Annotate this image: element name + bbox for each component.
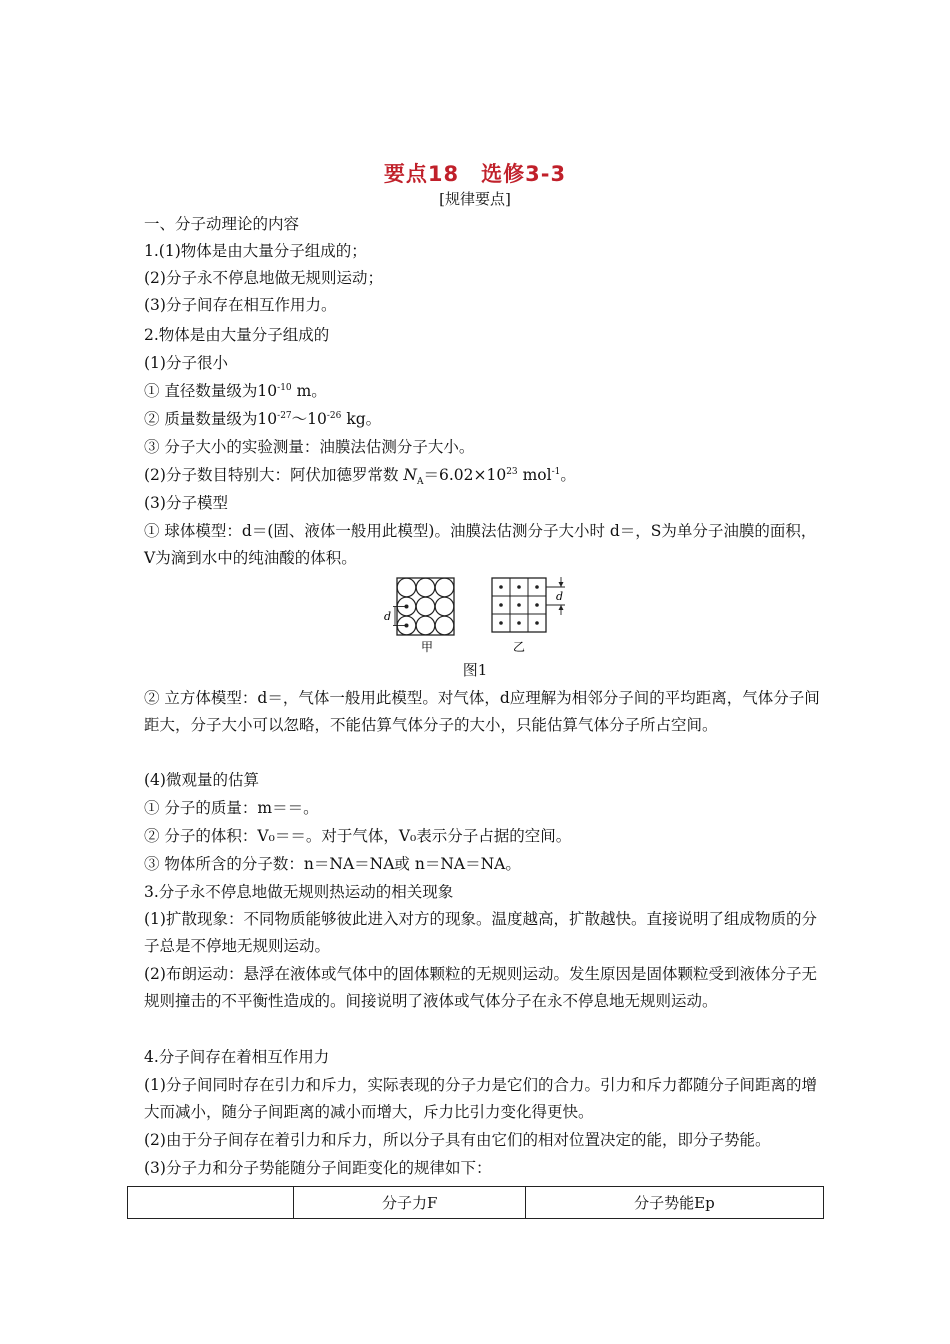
text: 。 [560,466,576,484]
paragraph-brownian: (2)布朗运动：悬浮在液体或气体中的固体颗粒的无规则运动。发生原因是固体颗粒受到液体分子无规则撞击的不平衡性造成的。间接说明了液体或气体分子在永不停息地无规则运动。 [144,965,817,1010]
text: kg。 [341,410,382,428]
exponent: -1 [551,467,561,477]
table-header-force: 分子力F [294,1187,525,1219]
paragraph-diffusion: (1)扩散现象：不同物质能够彼此进入对方的现象。温度越高，扩散越快。直接说明了组成物质的分子总是不停地无规则运动。 [144,910,817,955]
label-yi: 乙 [513,640,526,654]
cube-model-diagram [492,577,565,632]
text: ① 直径数量级为10 [144,382,278,400]
exponent: 23 [506,467,518,477]
text: mol [517,466,552,484]
paragraph-diameter [144,378,824,405]
paragraph: 1.(1)物体是由大量分子组成的； [144,242,367,260]
paragraph: (4)微观量的估算 [144,771,259,789]
exponent: -10 [277,383,292,393]
label-jia: 甲 [421,640,434,654]
paragraph: (3)分子模型 [144,494,228,512]
paragraph: ② 分子的体积：V₀＝＝。对于气体，V₀表示分子占据的空间。 [144,827,572,845]
text: ② 质量数量级为10 [144,410,278,428]
table-row [128,1187,824,1219]
paragraph: ③ 物体所含的分子数：n＝NA＝NA或 n＝NA＝NA。 [144,855,521,873]
text: m。 [291,382,327,400]
figure-caption: 图1 [462,661,488,679]
heading-2: 2.物体是由大量分子组成的 [144,326,330,344]
symbol-n: N [403,466,417,484]
paragraph-avogadro [144,462,824,489]
heading-3: 3.分子永不停息地做无规则热运动的相关现象 [144,883,454,901]
paragraph-sphere-model: ① 球体模型：d＝(固、液体一般用此模型)。油膜法估测分子大小时 d＝，S为单分子油膜的面积，V为滴到水中的纯油酸的体积。 [144,522,817,567]
heading-1: 一、分子动理论的内容 [144,215,300,233]
paragraph: (1)分子很小 [144,354,228,372]
paragraph: ③ 分子大小的实验测量：油膜法估测分子大小。 [144,438,475,456]
text: ＝6.02×10 [423,466,507,484]
text: (2)分子数目特别大：阿伏加德罗常数 [144,466,404,484]
paragraph: (3)分子间存在相互作用力。 [144,296,337,314]
table-header-potential: 分子势能Ep [525,1187,823,1219]
paragraph: ① 分子的质量：m＝＝。 [144,799,319,817]
dim-label-d: d [384,610,392,623]
subscript: A [416,477,424,488]
paragraph-cube-model: ② 立方体模型：d＝，气体一般用此模型。对气体，d应理解为相邻分子间的平均距离，气体分子间距大，分子大小可以忽略，不能估算气体分子的大小，只能估算气体分子所占空间。 [144,689,820,734]
molecule-model-figure [365,575,585,655]
sphere-model-diagram [384,578,454,635]
exponent: -26 [326,411,342,421]
table-cell [128,1187,294,1219]
paragraph: (2)分子永不停息地做无规则运动； [144,269,383,287]
comparison-table [127,1186,824,1219]
dim-label-d: d [556,590,564,603]
paragraph-mass [144,406,824,433]
page-title: 要点18 选修3-3 [383,162,567,186]
paragraph-forces: (1)分子间同时存在引力和斥力，实际表现的分子力是它们的合力。引力和斥力都随分子间距离的增大而减小，随分子间距离的减小而增大，斥力比引力变化得更快。 [144,1076,817,1121]
heading-4: 4.分子间存在着相互作用力 [144,1048,330,1066]
section-subtitle: [规律要点] [439,190,511,208]
exponent: -27 [277,411,292,421]
text: ～10 [291,410,327,428]
paragraph: (3)分子力和分子势能随分子间距变化的规律如下： [144,1159,492,1177]
paragraph: (2)由于分子间存在着引力和斥力，所以分子具有由它们的相对位置决定的能，即分子势能。 [144,1131,771,1149]
